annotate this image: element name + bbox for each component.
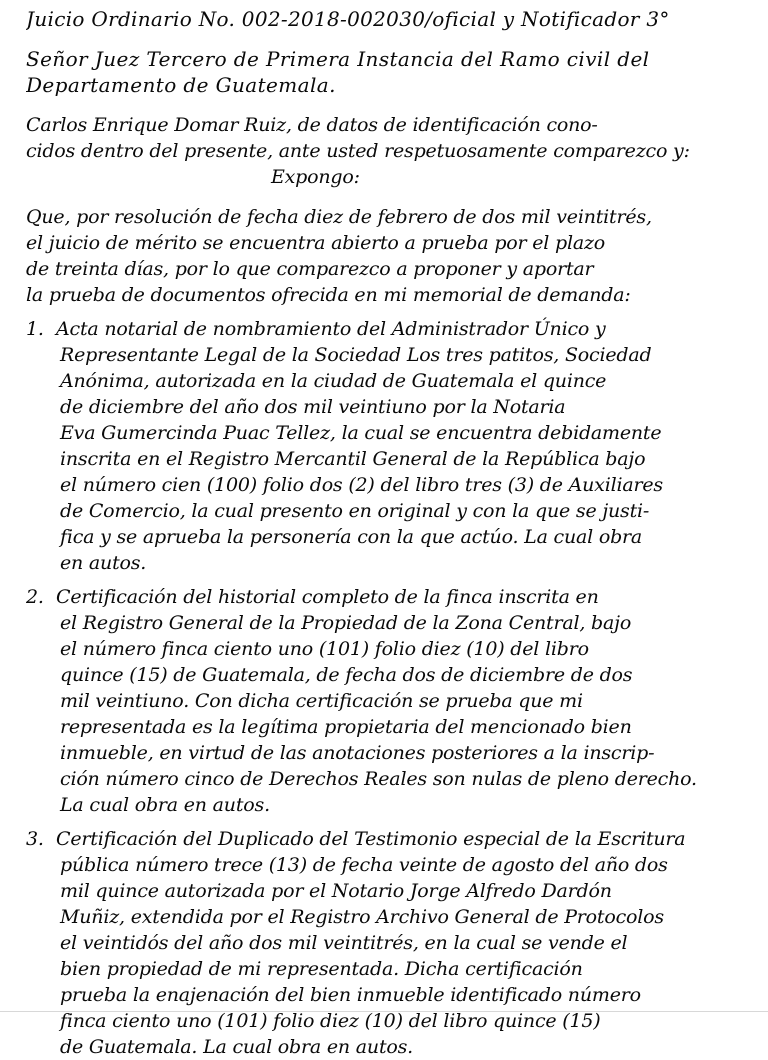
paragraph-line: el juicio de mérito se encuentra abierto a prueba por el plazo [26,232,606,254]
opening-paragraph [26,204,750,308]
paragraph-line: de treinta días, por lo que comparezco a proponer y aportar [26,258,594,280]
item-line: mil veintiuno. Con dicha certificación se prueba que mi [60,690,583,712]
item-line: pública número trece (13) de fecha veinte de agosto del año dos [60,854,668,876]
item-number: 1. [26,318,44,340]
intro-line: Carlos Enrique Domar Ruiz, de datos de identificación cono- [26,114,598,136]
item-line: de Guatemala. La cual obra en autos. [60,1036,414,1058]
item-line: Acta notarial de nombramiento del Administrador Único y [56,318,606,340]
page-bottom-edge [0,1011,768,1012]
expongo-heading: Expongo: [271,166,360,188]
item-line: el veintidós del año dos mil veintitrés, en la cual se vende el [60,932,628,954]
item-line: el número finca ciento uno (101) folio diez (10) del libro [60,638,589,660]
introduction [26,112,750,190]
item-line: mil quince autorizada por el Notario Jorge Alfredo Dardón [60,880,612,902]
item-line: inscrita en el Registro Mercantil General de la República bajo [60,448,646,470]
case-header: Juicio Ordinario No. 002-2018-002030/oficial y Notificador 3° [26,7,670,31]
item-line: representada es la legítima propietaria del mencionado bien [60,716,632,738]
intro-line: cidos dentro del presente, ante usted respetuosamente comparezco y: [26,140,690,162]
item-line: en autos. [60,552,147,574]
item-line: quince (15) de Guatemala, de fecha dos de diciembre de dos [60,664,633,686]
addressee-line: Señor Juez Tercero de Primera Instancia del Ramo civil del [26,47,650,71]
item-line: inmueble, en virtud de las anotaciones posteriores a la inscrip- [60,742,655,764]
paragraph-line: Que, por resolución de fecha diez de febrero de dos mil veintitrés, [26,206,652,228]
item-line: ción número cinco de Derechos Reales son nulas de pleno derecho. [60,768,697,790]
item-number: 3. [26,828,44,850]
item-line: Certificación del Duplicado del Testimonio especial de la Escritura [56,828,686,850]
evidence-item-1 [26,316,750,576]
item-line: de Comercio, la cual presento en original y con la que se justi- [60,500,650,522]
item-line: el Registro General de la Propiedad de la Zona Central, bajo [60,612,632,634]
paragraph-line: la prueba de documentos ofrecida en mi memorial de demanda: [26,284,631,306]
evidence-item-2 [26,584,750,818]
item-line: fica y se aprueba la personería con la que actúo. La cual obra [60,526,643,548]
item-line: La cual obra en autos. [60,794,270,816]
item-line: finca ciento uno (101) folio diez (10) del libro quince (15) [60,1010,601,1032]
addressee-line: Departamento de Guatemala. [26,73,336,97]
addressee [26,46,750,98]
item-line: el número cien (100) folio dos (2) del libro tres (3) de Auxiliares [60,474,663,496]
item-line: bien propiedad de mi representada. Dicha certificación [60,958,583,980]
item-line: de diciembre del año dos mil veintiuno por la Notaria [60,396,566,418]
item-line: Certificación del historial completo de la finca inscrita en [56,586,599,608]
item-line: Muñiz, extendida por el Registro Archivo General de Protocolos [60,906,664,928]
item-line: prueba la enajenación del bien inmueble identificado número [60,984,641,1006]
item-line: Eva Gumercinda Puac Tellez, la cual se encuentra debidamente [60,422,662,444]
item-number: 2. [26,586,44,608]
item-line: Representante Legal de la Sociedad Los tres patitos, Sociedad [60,344,652,366]
item-line: Anónima, autorizada en la ciudad de Guatemala el quince [60,370,607,392]
evidence-item-3 [26,826,750,1060]
